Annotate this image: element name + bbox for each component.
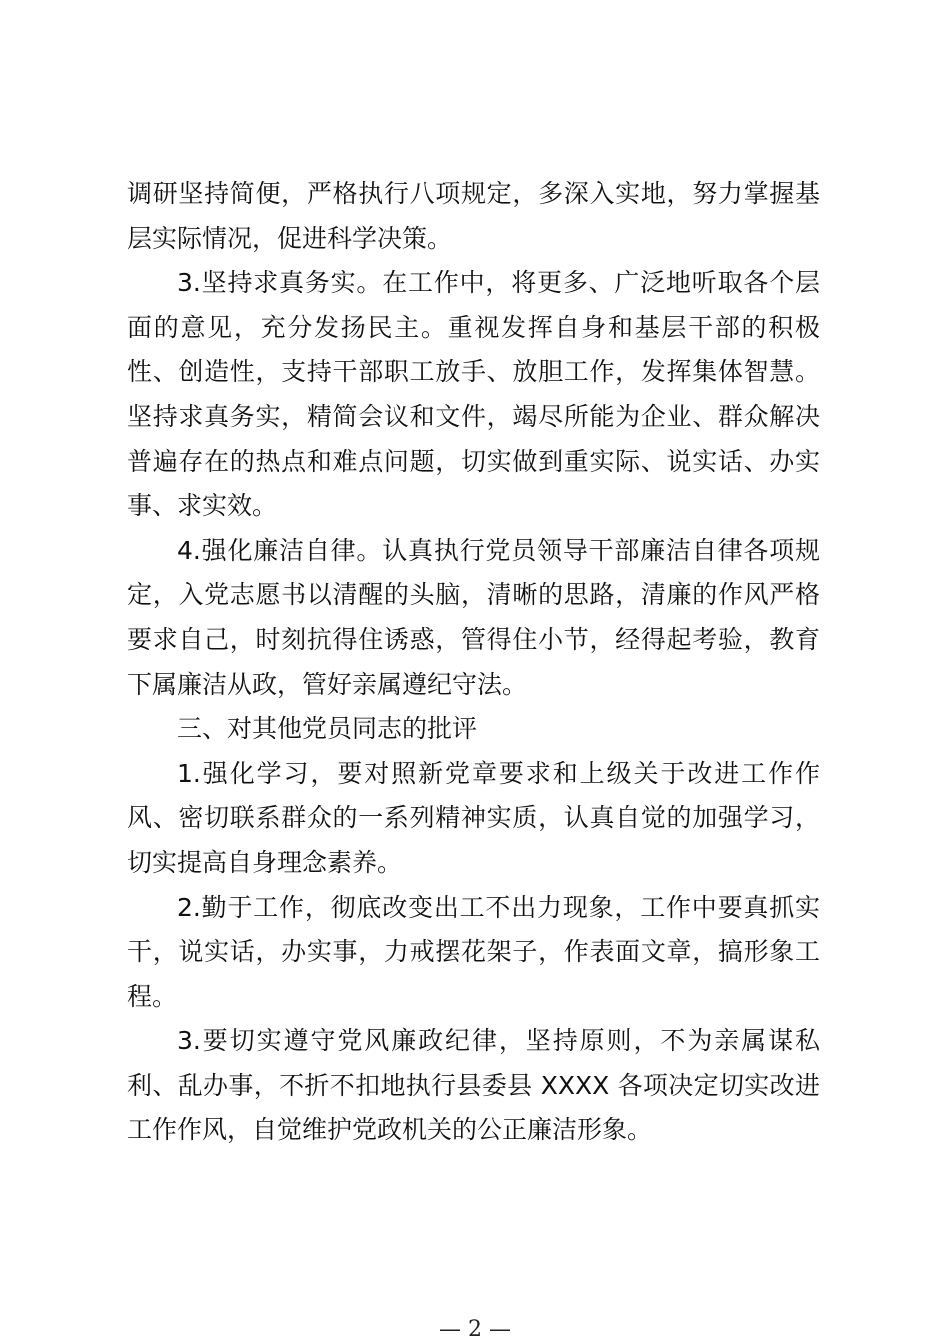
- page-number: — 2 —: [439, 1317, 511, 1342]
- document-body: [127, 172, 820, 1153]
- paragraph-line: 1.强化学习，要对照新党章要求和上级关于改进工作作: [177, 758, 820, 788]
- paragraph-line: 调研坚持简便，严格执行八项规定，多深入实地，努力掌握基: [127, 179, 820, 208]
- paragraph-line: 坚持求真务实，精简会议和文件，竭尽所能为企业、群众解决: [127, 401, 820, 431]
- paragraph-line: 面的意见，充分发扬民主。重视发挥自身和基层干部的积极: [127, 312, 820, 342]
- paragraph-line: 事、求实效。: [127, 491, 278, 521]
- paragraph-line: 程。: [127, 981, 178, 1011]
- paragraph-line: 利、乱办事，不折不扣地执行县委县 XXXX 各项决定切实改进: [127, 1070, 820, 1100]
- paragraph-line: 层实际情况，促进科学决策。: [127, 223, 453, 253]
- paragraph-line: 性、创造性，支持干部职工放手、放胆工作，发挥集体智慧。: [127, 357, 820, 387]
- paragraph-line: 定，入党志愿书以清醒的头脑，清晰的思路，清廉的作风严格: [127, 580, 820, 610]
- paragraph-line: 普遍存在的热点和难点问题，切实做到重实际、说实话、办实: [127, 446, 820, 476]
- paragraph-line: 3.要切实遵守党风廉政纪律，坚持原则，不为亲属谋私: [177, 1026, 820, 1056]
- paragraph-line: 工作作风，自觉维护党政机关的公正廉洁形象。: [127, 1115, 653, 1145]
- paragraph-line: 2.勤于工作，彻底改变出工不出力现象，工作中要真抓实: [177, 892, 820, 922]
- paragraph-line: 3.坚持求真务实。在工作中，将更多、广泛地听取各个层: [177, 268, 820, 298]
- paragraph-line: 切实提高自身理念素养。: [127, 847, 403, 877]
- section-heading: 三、对其他党员同志的批评: [177, 714, 478, 744]
- paragraph-line: 下属廉洁从政，管好亲属遵纪守法。: [127, 669, 528, 699]
- paragraph-line: 风、密切联系群众的一系列精神实质，认真自觉的加强学习，: [127, 803, 820, 833]
- paragraph-line: 要求自己，时刻抗得住诱惑，管得住小节，经得起考验，教育: [127, 624, 820, 654]
- paragraph-line: 4.强化廉洁自律。认真执行党员领导干部廉洁自律各项规: [177, 535, 820, 565]
- paragraph-line: 干，说实话，办实事，力戒摆花架子，作表面文章，搞形象工: [127, 937, 820, 967]
